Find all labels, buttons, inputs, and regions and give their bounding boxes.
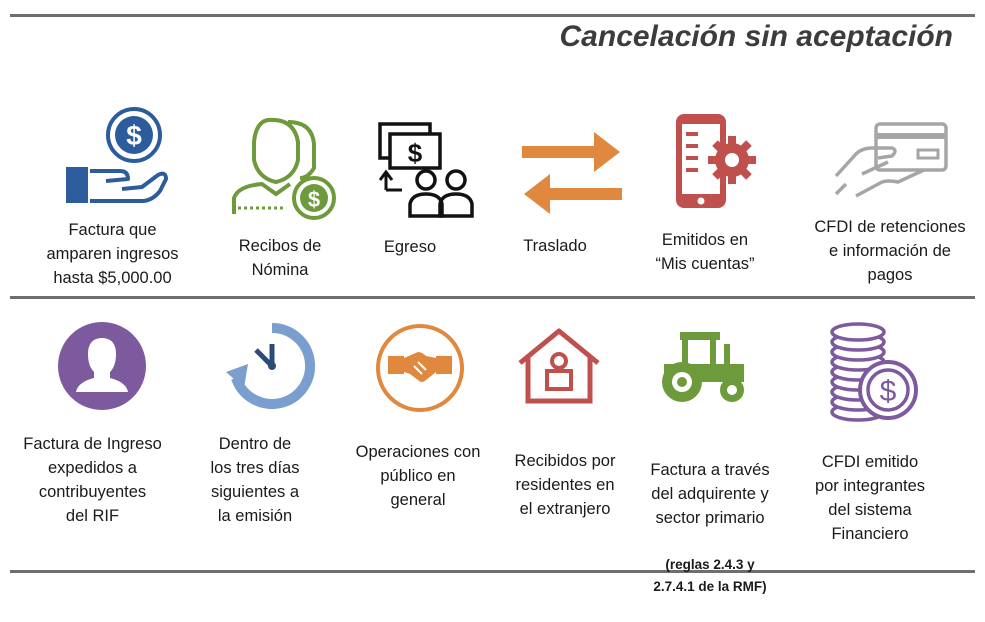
svg-text:$: $: [879, 375, 897, 408]
label-sector-primario-text: Factura a través del adquirente y sector primario: [650, 461, 770, 527]
label-mis-cuentas: Emitidos en “Mis cuentas”: [655, 231, 755, 273]
handshake-icon: [374, 322, 466, 414]
card-hand-icon: [832, 120, 950, 200]
page-title: Cancelación sin aceptación: [559, 20, 953, 53]
employee-payroll-icon: [228, 112, 338, 220]
label-sector-primario: [635, 434, 785, 622]
label-sector-primario-note: (reglas 2.4.3 y 2.7.4.1 de la RMF): [653, 557, 767, 594]
label-factura-5000: Factura que amparen ingresos hasta $5,000.00: [46, 221, 179, 287]
user-badge-icon: [56, 320, 148, 412]
label-publico-general: Operaciones con público en general: [355, 443, 481, 509]
svg-text:$: $: [407, 138, 423, 168]
refund-people-icon: [376, 120, 480, 220]
label-sistema-financiero: CFDI emitido por integrantes del sistema Financiero: [814, 453, 926, 543]
label-cfdi-retenciones: CFDI de retenciones e información de pagos: [814, 218, 966, 284]
label-residentes-extranjero: Recibidos por residentes en el extranjero: [514, 452, 616, 518]
label-recibos-nomina: Recibos de Nómina: [238, 237, 322, 279]
svg-text:$: $: [307, 187, 321, 212]
label-egreso: Egreso: [383, 238, 437, 256]
middle-rule: [10, 296, 975, 299]
label-traslado: Traslado: [523, 237, 587, 255]
hand-money-icon: [62, 105, 170, 210]
label-tres-dias: Dentro de los tres días siguientes a la emisión: [210, 435, 300, 525]
house-person-icon: [514, 325, 604, 405]
transfer-arrows-icon: [520, 128, 624, 216]
svg-text:$: $: [126, 120, 142, 151]
coins-dollar-icon: [826, 320, 920, 430]
clock-refresh-icon: [226, 320, 318, 412]
bottom-rule: [10, 570, 975, 573]
label-factura-rif: Factura de Ingreso expedidos a contribuyentes del RIF: [23, 435, 162, 525]
tractor-icon: [658, 330, 750, 404]
phone-gear-icon: [674, 112, 758, 212]
top-rule: [10, 14, 975, 17]
